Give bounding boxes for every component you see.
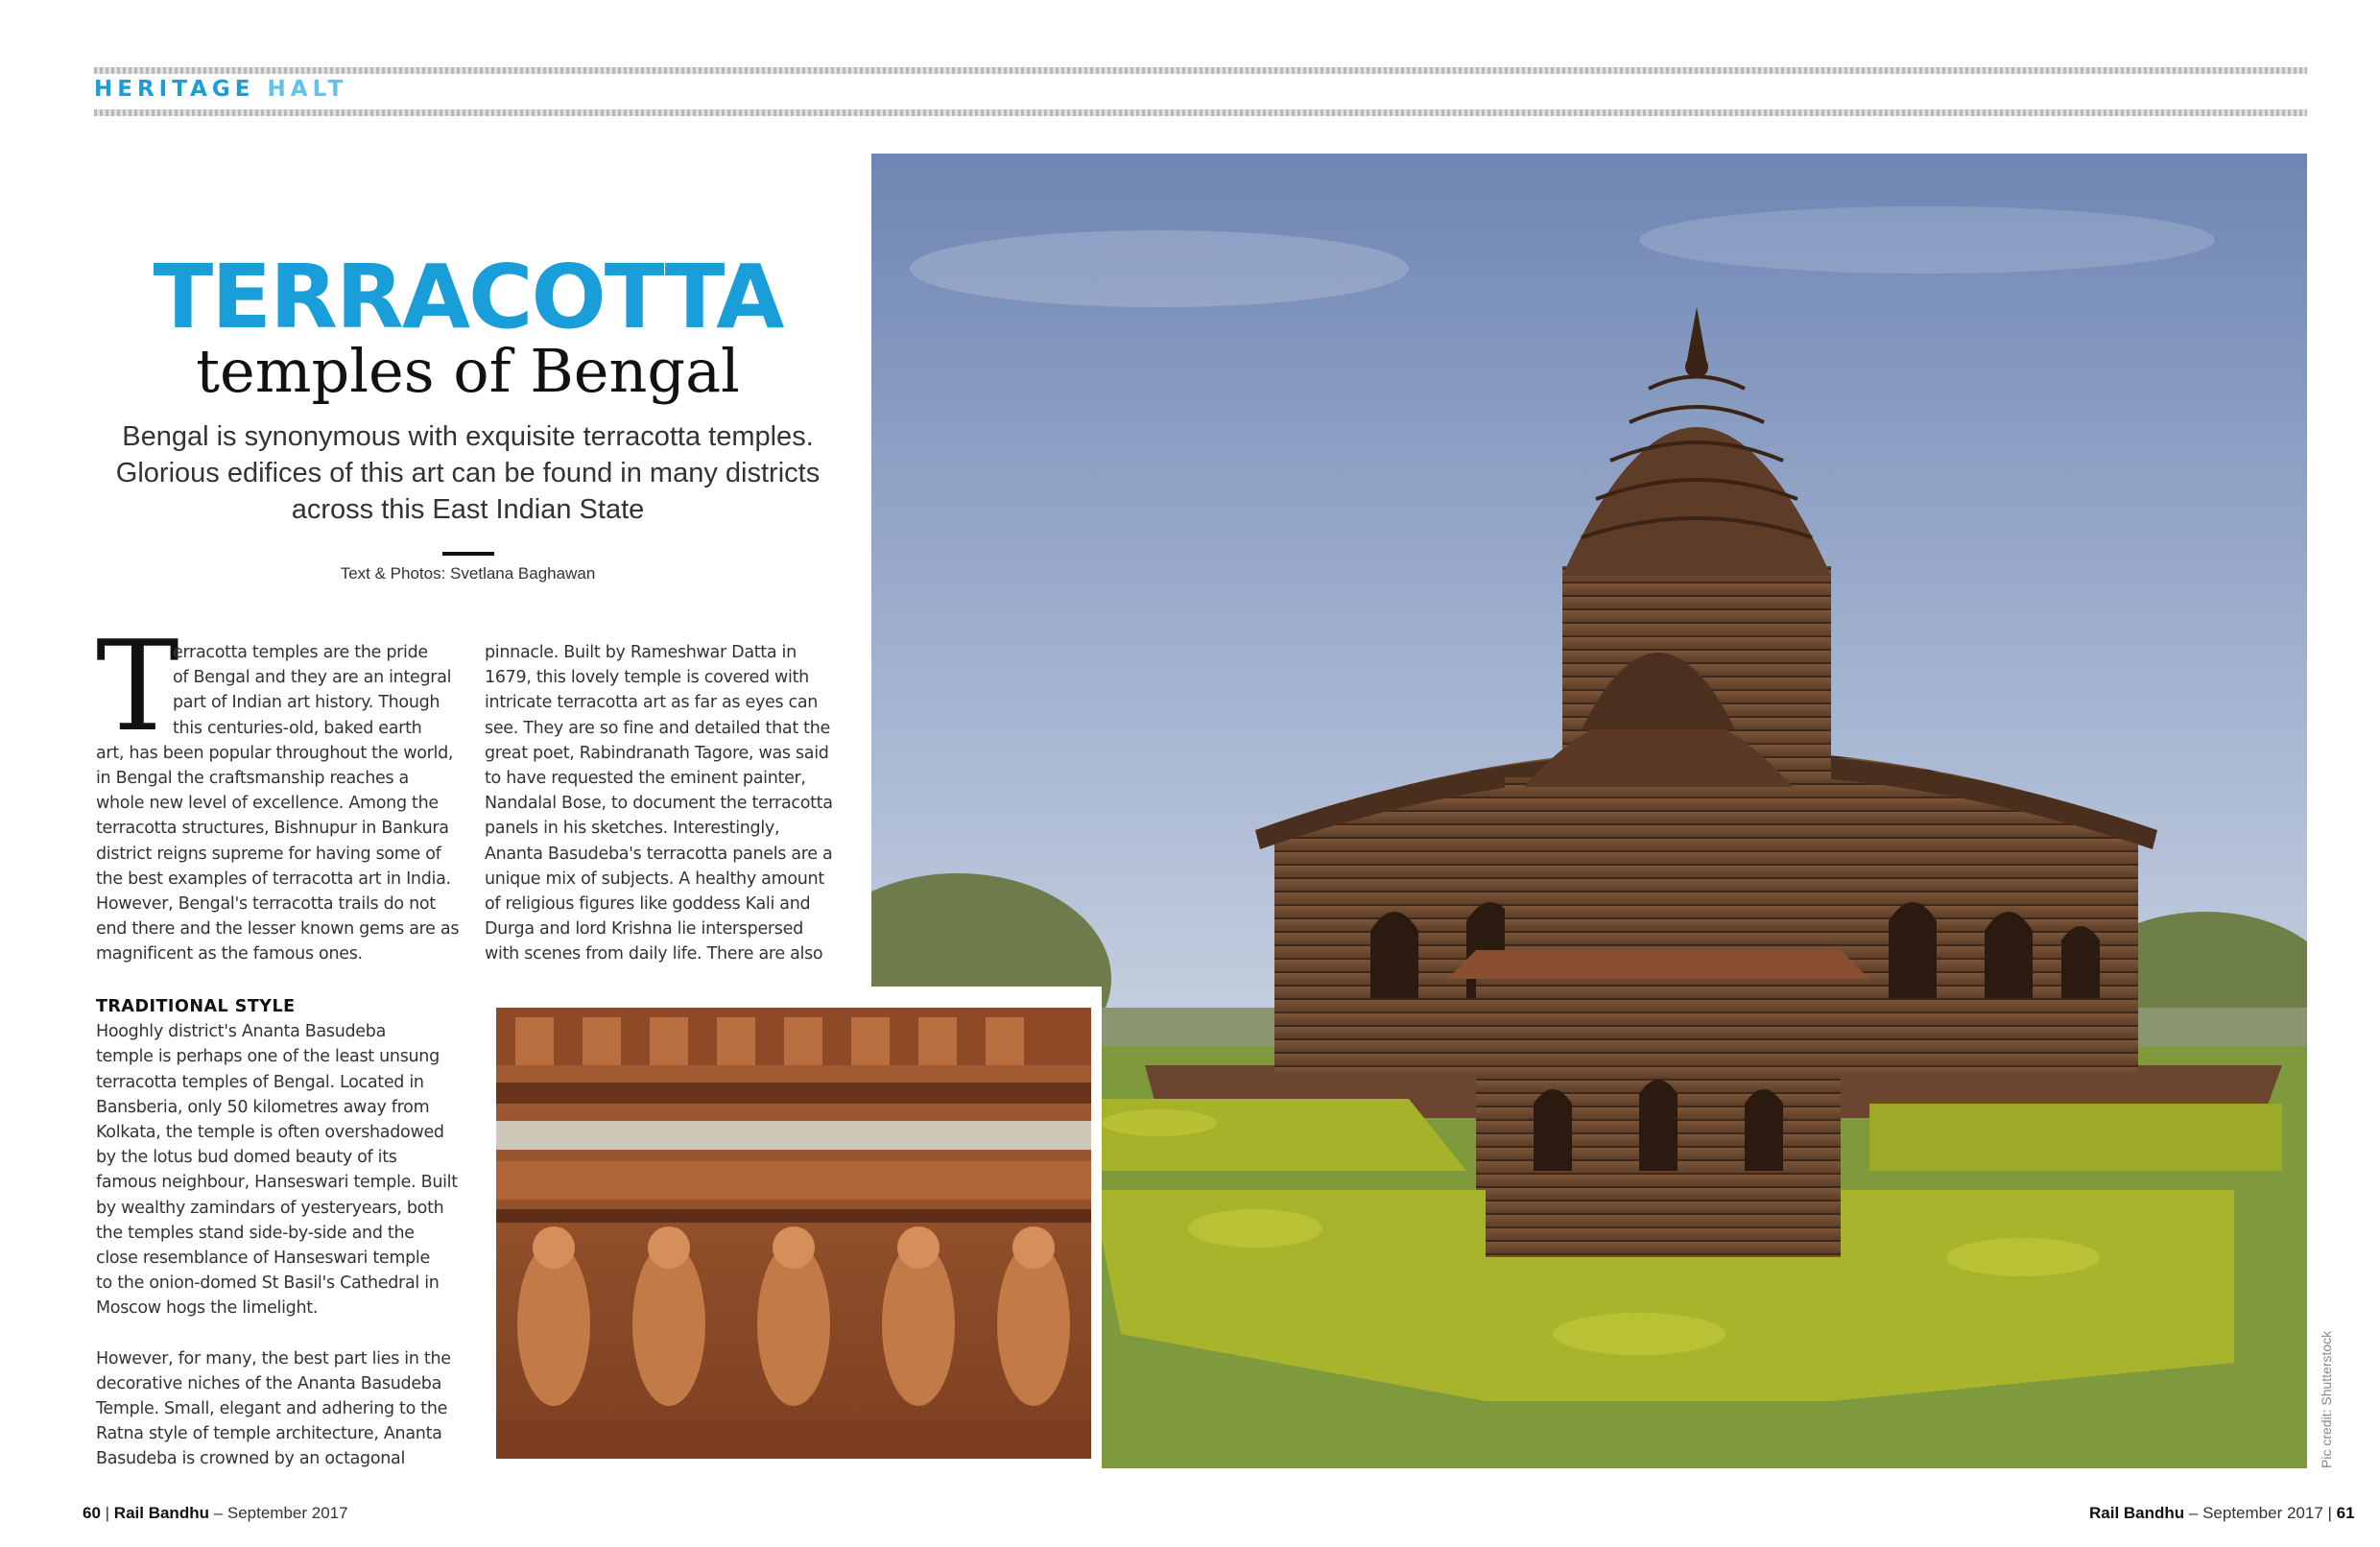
article-line: temple is perhaps one of the least unsung <box>96 1047 440 1067</box>
standfirst-line: Bengal is synonymous with exquisite terracotta temples. <box>122 421 814 452</box>
headline-main: TERRACOTTA <box>153 246 783 348</box>
article-line: terracotta structures, Bishnupur in Bankura <box>96 819 449 839</box>
article-line: of Bengal and they are an integral <box>173 668 452 688</box>
article-line: intricate terracotta art as far as eyes can <box>485 693 819 713</box>
standfirst-line: Glorious edifices of this art can be found in many districts <box>115 458 821 488</box>
section-label-secondary: HALT <box>267 77 348 102</box>
header-rule-top <box>94 67 2307 74</box>
article-line: Temple. Small, elegant and adhering to the <box>96 1399 448 1419</box>
article-line: However, Bengal's terracotta trails do not <box>96 894 436 915</box>
article-line: Kolkata, the temple is often overshadowed <box>96 1123 444 1143</box>
article-line: Nandalal Bose, to document the terracotta <box>485 794 833 814</box>
article-line: to the onion-domed St Basil's Cathedral in <box>96 1273 440 1294</box>
photo-credit: Pic credit: Shutterstock <box>2319 1330 2334 1468</box>
article-line: great poet, Rabindranath Tagore, was said <box>485 743 829 763</box>
article-line: Basudeba is crowned by an octagonal <box>96 1449 406 1469</box>
article-line: panels in his sketches. Interestingly, <box>485 819 780 839</box>
article-line: by the lotus bud domed beauty of its <box>96 1148 397 1168</box>
article-line: in Bengal the craftsmanship reaches a <box>96 769 409 789</box>
article-line: However, for many, the best part lies in the <box>96 1348 451 1368</box>
article-line: unique mix of subjects. A healthy amount <box>485 869 824 889</box>
page-number-right: 61 <box>2336 1504 2355 1522</box>
article-line: Moscow hogs the limelight. <box>96 1298 319 1319</box>
drop-cap: T <box>96 613 179 759</box>
article-line: 1679, this lovely temple is covered with <box>485 668 809 688</box>
article-line: Ananta Basudeba's terracotta panels are a <box>485 844 833 864</box>
article-line: famous neighbour, Hanseswari temple. Built <box>96 1173 458 1193</box>
article-line: Bansberia, only 50 kilometres away from <box>96 1097 430 1117</box>
article-line: Durga and lord Krishna lie interspersed <box>485 919 803 940</box>
article-line: of religious figures like goddess Kali and <box>485 894 811 915</box>
terracotta-panel-photo <box>485 987 1102 1468</box>
article-column-1-intro <box>96 640 461 967</box>
section-subhead: TRADITIONAL STYLE <box>96 997 296 1016</box>
footer-right: Rail Bandhu – September 2017 | 61 <box>2089 1504 2355 1522</box>
standfirst <box>110 418 825 528</box>
article-column-2 <box>485 640 849 967</box>
article-line: the temples stand side-by-side and the <box>96 1223 415 1243</box>
page-number-left: 60 <box>83 1504 101 1522</box>
article-line: terracotta temples of Bengal. Located in <box>96 1072 424 1092</box>
article-line: end there and the lesser known gems are as <box>96 919 460 940</box>
article-line: see. They are so fine and detailed that the <box>485 718 830 738</box>
footer-left: 60 | Rail Bandhu – September 2017 <box>83 1504 348 1522</box>
article-line: whole new level of excellence. Among the <box>96 794 439 814</box>
article-line: this centuries-old, baked earth <box>173 718 422 738</box>
article-line: decorative niches of the Ananta Basudeba <box>96 1373 442 1393</box>
header-rule-bottom <box>94 109 2307 116</box>
byline: Text & Photos: Svetlana Baghawan <box>340 564 596 583</box>
article-line: close resemblance of Hanseswari temple <box>96 1249 430 1269</box>
article-line: district reigns supreme for having some of <box>96 844 441 864</box>
article-line: magnificent as the famous ones. <box>96 944 363 964</box>
headline-sub: temples of Bengal <box>196 336 740 406</box>
article-line: erracotta temples are the pride <box>173 643 428 662</box>
standfirst-line: across this East Indian State <box>291 494 645 525</box>
article-line: pinnacle. Built by Rameshwar Datta in <box>485 643 797 662</box>
article-line: part of Indian art history. Though <box>173 693 440 713</box>
article-line: Hooghly district's Ananta Basudeba <box>96 1022 387 1042</box>
article-line: the best examples of terracotta art in India. <box>96 869 451 889</box>
article-line: Ratna style of temple architecture, Ananta <box>96 1424 442 1444</box>
publication-left: Rail Bandhu <box>113 1504 209 1522</box>
issue-date-left: – September 2017 <box>213 1504 348 1522</box>
issue-date-right: – September 2017 <box>2188 1504 2323 1522</box>
article-column-1-section <box>96 994 461 1472</box>
section-label <box>94 77 347 102</box>
article-line: with scenes from daily life. There are also <box>485 944 823 964</box>
divider-dash <box>442 552 494 556</box>
section-label-primary: HERITAGE <box>94 77 255 102</box>
article-line: to have requested the eminent painter, <box>485 769 806 789</box>
article-line: art, has been popular throughout the world, <box>96 743 454 763</box>
terracotta-panel-illustration <box>496 1008 1091 1459</box>
article-line: by wealthy zamindars of yesteryears, both <box>96 1198 444 1218</box>
publication-right: Rail Bandhu <box>2089 1504 2185 1522</box>
